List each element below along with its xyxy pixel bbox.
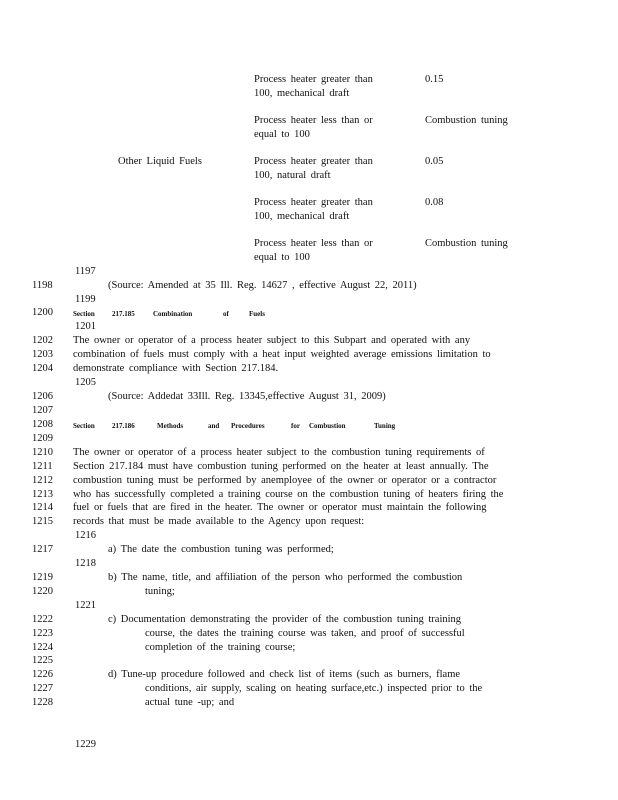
line-number: 1206 [32,391,53,402]
line-number: 1223 [32,628,53,639]
line-number: 1213 [32,489,53,500]
line-number: 1221 [75,600,96,611]
line-number: 1229 [75,739,96,750]
section-title-word: Methods [157,422,184,430]
line-number: 1210 [32,447,53,458]
line-number: 1218 [75,558,96,569]
list-item-d-continued: conditions, air supply, scaling on heating surface,etc.) inspected prior to the [145,683,483,694]
row3-value: 0.05 [425,156,444,167]
row1-desc-line1: Process heater greater than [254,74,373,85]
line-number: 1208 [32,419,53,430]
line-number: 1203 [32,349,53,360]
row5-value: Combustion tuning [425,238,508,249]
paragraph-line: who has successfully completed a training course on the combustion tuning of heaters firing the [73,489,504,500]
line-number: 1198 [32,280,53,291]
source-note: (Source: Addedat 33Ill. Reg. 13345,effective August 31, 2009) [108,391,386,402]
row4-value: 0.08 [425,197,444,208]
section-title-word: Procedures [231,422,265,430]
section-title-word: for [291,422,300,430]
line-number: 1227 [32,683,53,694]
line-number: 1228 [32,697,53,708]
row1-value: 0.15 [425,74,444,85]
line-number: 1197 [75,266,96,277]
list-item-d-continued: actual tune -up; and [145,697,235,708]
line-number: 1209 [32,433,53,444]
list-item-c-continued: course, the dates the training course was taken, and proof of successful [145,628,465,639]
line-number: 1200 [32,307,53,318]
paragraph-line: demonstrate compliance with Section 217.184. [73,363,279,374]
line-number: 1211 [32,461,53,472]
section-number: 217.185 [112,310,135,318]
line-number: 1222 [32,614,53,625]
row5-desc-line1: Process heater less than or [254,238,373,249]
paragraph-line: combustion tuning must be performed by anemployee of the owner or operator or a contractor [73,475,497,486]
row4-desc-line2: 100, mechanical draft [254,211,350,222]
line-number: 1204 [32,363,53,374]
line-number: 1205 [75,377,96,388]
line-number: 1215 [32,516,53,527]
line-number: 1225 [32,655,53,666]
row1-desc-line2: 100, mechanical draft [254,88,350,99]
list-item-d: d) Tune-up procedure followed and check list of items (such as burners, flame [108,669,461,680]
section-label: Section [73,310,95,318]
section-title-word: of [223,310,229,318]
list-item-b-continued: tuning; [145,586,175,597]
list-item-c: c) Documentation demonstrating the provider of the combustion tuning training [108,614,462,625]
line-number: 1224 [32,642,53,653]
section-title-word: Combination [153,310,193,318]
list-item-a: a) The date the combustion tuning was performed; [108,544,334,555]
line-number: 1202 [32,335,53,346]
row2-desc-line1: Process heater less than or [254,115,373,126]
section-title-word: Combustion [309,422,346,430]
paragraph-line: Section 217.184 must have combustion tuning performed on the heater at least annually. The [73,461,489,472]
line-number: 1216 [75,530,96,541]
row3-fuel: Other Liquid Fuels [118,156,202,167]
paragraph-line: The owner or operator of a process heater subject to this Subpart and operated with any [73,335,471,346]
paragraph-line: records that must be made available to the Agency upon request: [73,516,365,527]
source-note: (Source: Amended at 35 Ill. Reg. 14627 , effective August 22, 2011) [108,280,417,291]
section-title-word: Tuning [374,422,396,430]
row2-value: Combustion tuning [425,115,508,126]
list-item-c-continued: completion of the training course; [145,642,296,653]
paragraph-line: combination of fuels must comply with a heat input weighted average emissions limitation to [73,349,491,360]
line-number: 1201 [75,321,96,332]
paragraph-line: fuel or fuels that are fired in the heater. The owner or operator must maintain the following [73,502,487,513]
section-title-word: and [208,422,220,430]
list-item-b: b) The name, title, and affiliation of the person who performed the combustion [108,572,463,583]
line-number: 1226 [32,669,53,680]
line-number: 1212 [32,475,53,486]
row5-desc-line2: equal to 100 [254,252,310,263]
line-number: 1219 [32,572,53,583]
line-number: 1207 [32,405,53,416]
paragraph-line: The owner or operator of a process heater subject to the combustion tuning requirements of [73,447,485,458]
line-number: 1217 [32,544,53,555]
section-label: Section [73,422,95,430]
section-title-word: Fuels [249,310,265,318]
row3-desc-line1: Process heater greater than [254,156,373,167]
line-number: 1199 [75,294,96,305]
row4-desc-line1: Process heater greater than [254,197,373,208]
section-number: 217.186 [112,422,135,430]
line-number: 1220 [32,586,53,597]
line-number: 1214 [32,502,53,513]
row3-desc-line2: 100, natural draft [254,170,331,181]
row2-desc-line2: equal to 100 [254,129,310,140]
